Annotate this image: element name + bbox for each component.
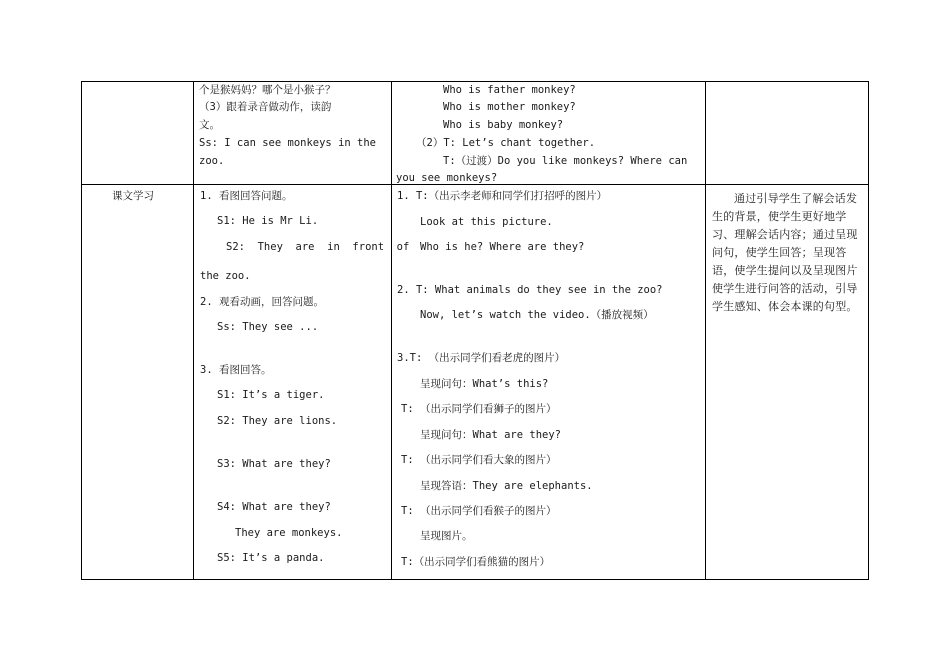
student-activity-line: 1. 看图回答问题。 [200, 190, 293, 202]
teacher-activity-line: 呈现问句：What’s this? [420, 378, 549, 390]
teacher-activity-line: 呈现答语：They are elephants. [420, 480, 593, 492]
teacher-activity-line: Who is mother monkey? [443, 101, 576, 113]
teacher-activity-line: 呈现图片。 [420, 530, 473, 542]
design-purpose-text: 通过引导学生了解会话发生的背景，使学生更好地学习、理解会话内容；通过呈现问句，使学生回答；呈现答语，使学生提问以及呈现图片使学生进行问答的活动，引导学生感知、体会本课的句型。 [712, 192, 858, 313]
teacher-activity-line: 呈现问句：What are they? [420, 429, 562, 441]
teacher-activity-line: T:（出示同学们看熊猫的图片） [401, 556, 551, 568]
student-activity-line: Ss: I can see monkeys in the [199, 137, 377, 149]
student-activity-line: S1: It’s a tiger. [217, 389, 325, 401]
table-top-border [81, 81, 869, 82]
teacher-activity-line: T: （出示同学们看猴子的图片） [401, 505, 557, 517]
column-divider [81, 81, 82, 580]
teacher-activity-line: 2. T: What animals do they see in the zoo? [397, 284, 663, 296]
student-activity-line: zoo. [199, 155, 225, 167]
student-activity-line: S1: He is Mr Li. [217, 215, 319, 227]
teacher-activity-line: 3.T: （出示同学们看老虎的图片） [397, 352, 566, 364]
student-activity-line: Ss: They see ... [217, 321, 319, 333]
teacher-activity-line: （2）T: Let’s chant together. [416, 137, 596, 149]
student-activity-line: They are monkeys. [235, 527, 343, 539]
teacher-activity-line: T: （出示同学们看狮子的图片） [401, 403, 557, 415]
student-activity-line: S2: They are in front of [226, 241, 410, 253]
student-activity-line: 个是猴妈妈？哪个是小猴子？ [199, 84, 336, 96]
student-activity-line: S5: It’s a panda. [217, 552, 325, 564]
student-activity-line: the zoo. [200, 270, 251, 282]
teacher-activity-line: 1. T:（出示李老师和同学们打招呼的图片） [397, 190, 608, 202]
teacher-activity-line: Look at this picture. [420, 216, 553, 228]
column-divider [193, 81, 194, 580]
teacher-activity-line: T:（过渡）Do you like monkeys? Where can [443, 155, 688, 167]
column-divider [391, 81, 392, 580]
student-activity-line: 2. 观看动画，回答问题。 [200, 296, 324, 308]
teacher-activity-line: you see monkeys? [396, 172, 498, 184]
student-activity-line: 文。 [199, 119, 220, 131]
column-divider [705, 81, 706, 580]
column-divider [868, 81, 869, 580]
teacher-activity-line: T: （出示同学们看大象的图片） [401, 454, 557, 466]
teacher-activity-line: Who is father monkey? [443, 84, 576, 96]
teacher-activity-line: Who is baby monkey? [443, 119, 564, 131]
student-activity-line: S4: What are they? [217, 501, 331, 513]
student-activity-line: S3: What are they? [217, 458, 331, 470]
student-activity-line: S2: They are lions. [217, 415, 338, 427]
teacher-activity-line: Now, let’s watch the video.（播放视频） [420, 309, 654, 321]
student-activity-line: （3）跟着录音做动作，读韵 [199, 101, 332, 113]
teacher-activity-line: Who is he? Where are they? [420, 241, 585, 253]
table-bottom-border [81, 579, 869, 580]
student-activity-line: 3. 看图回答。 [200, 364, 272, 376]
stage-label: 课文学习 [112, 190, 154, 202]
